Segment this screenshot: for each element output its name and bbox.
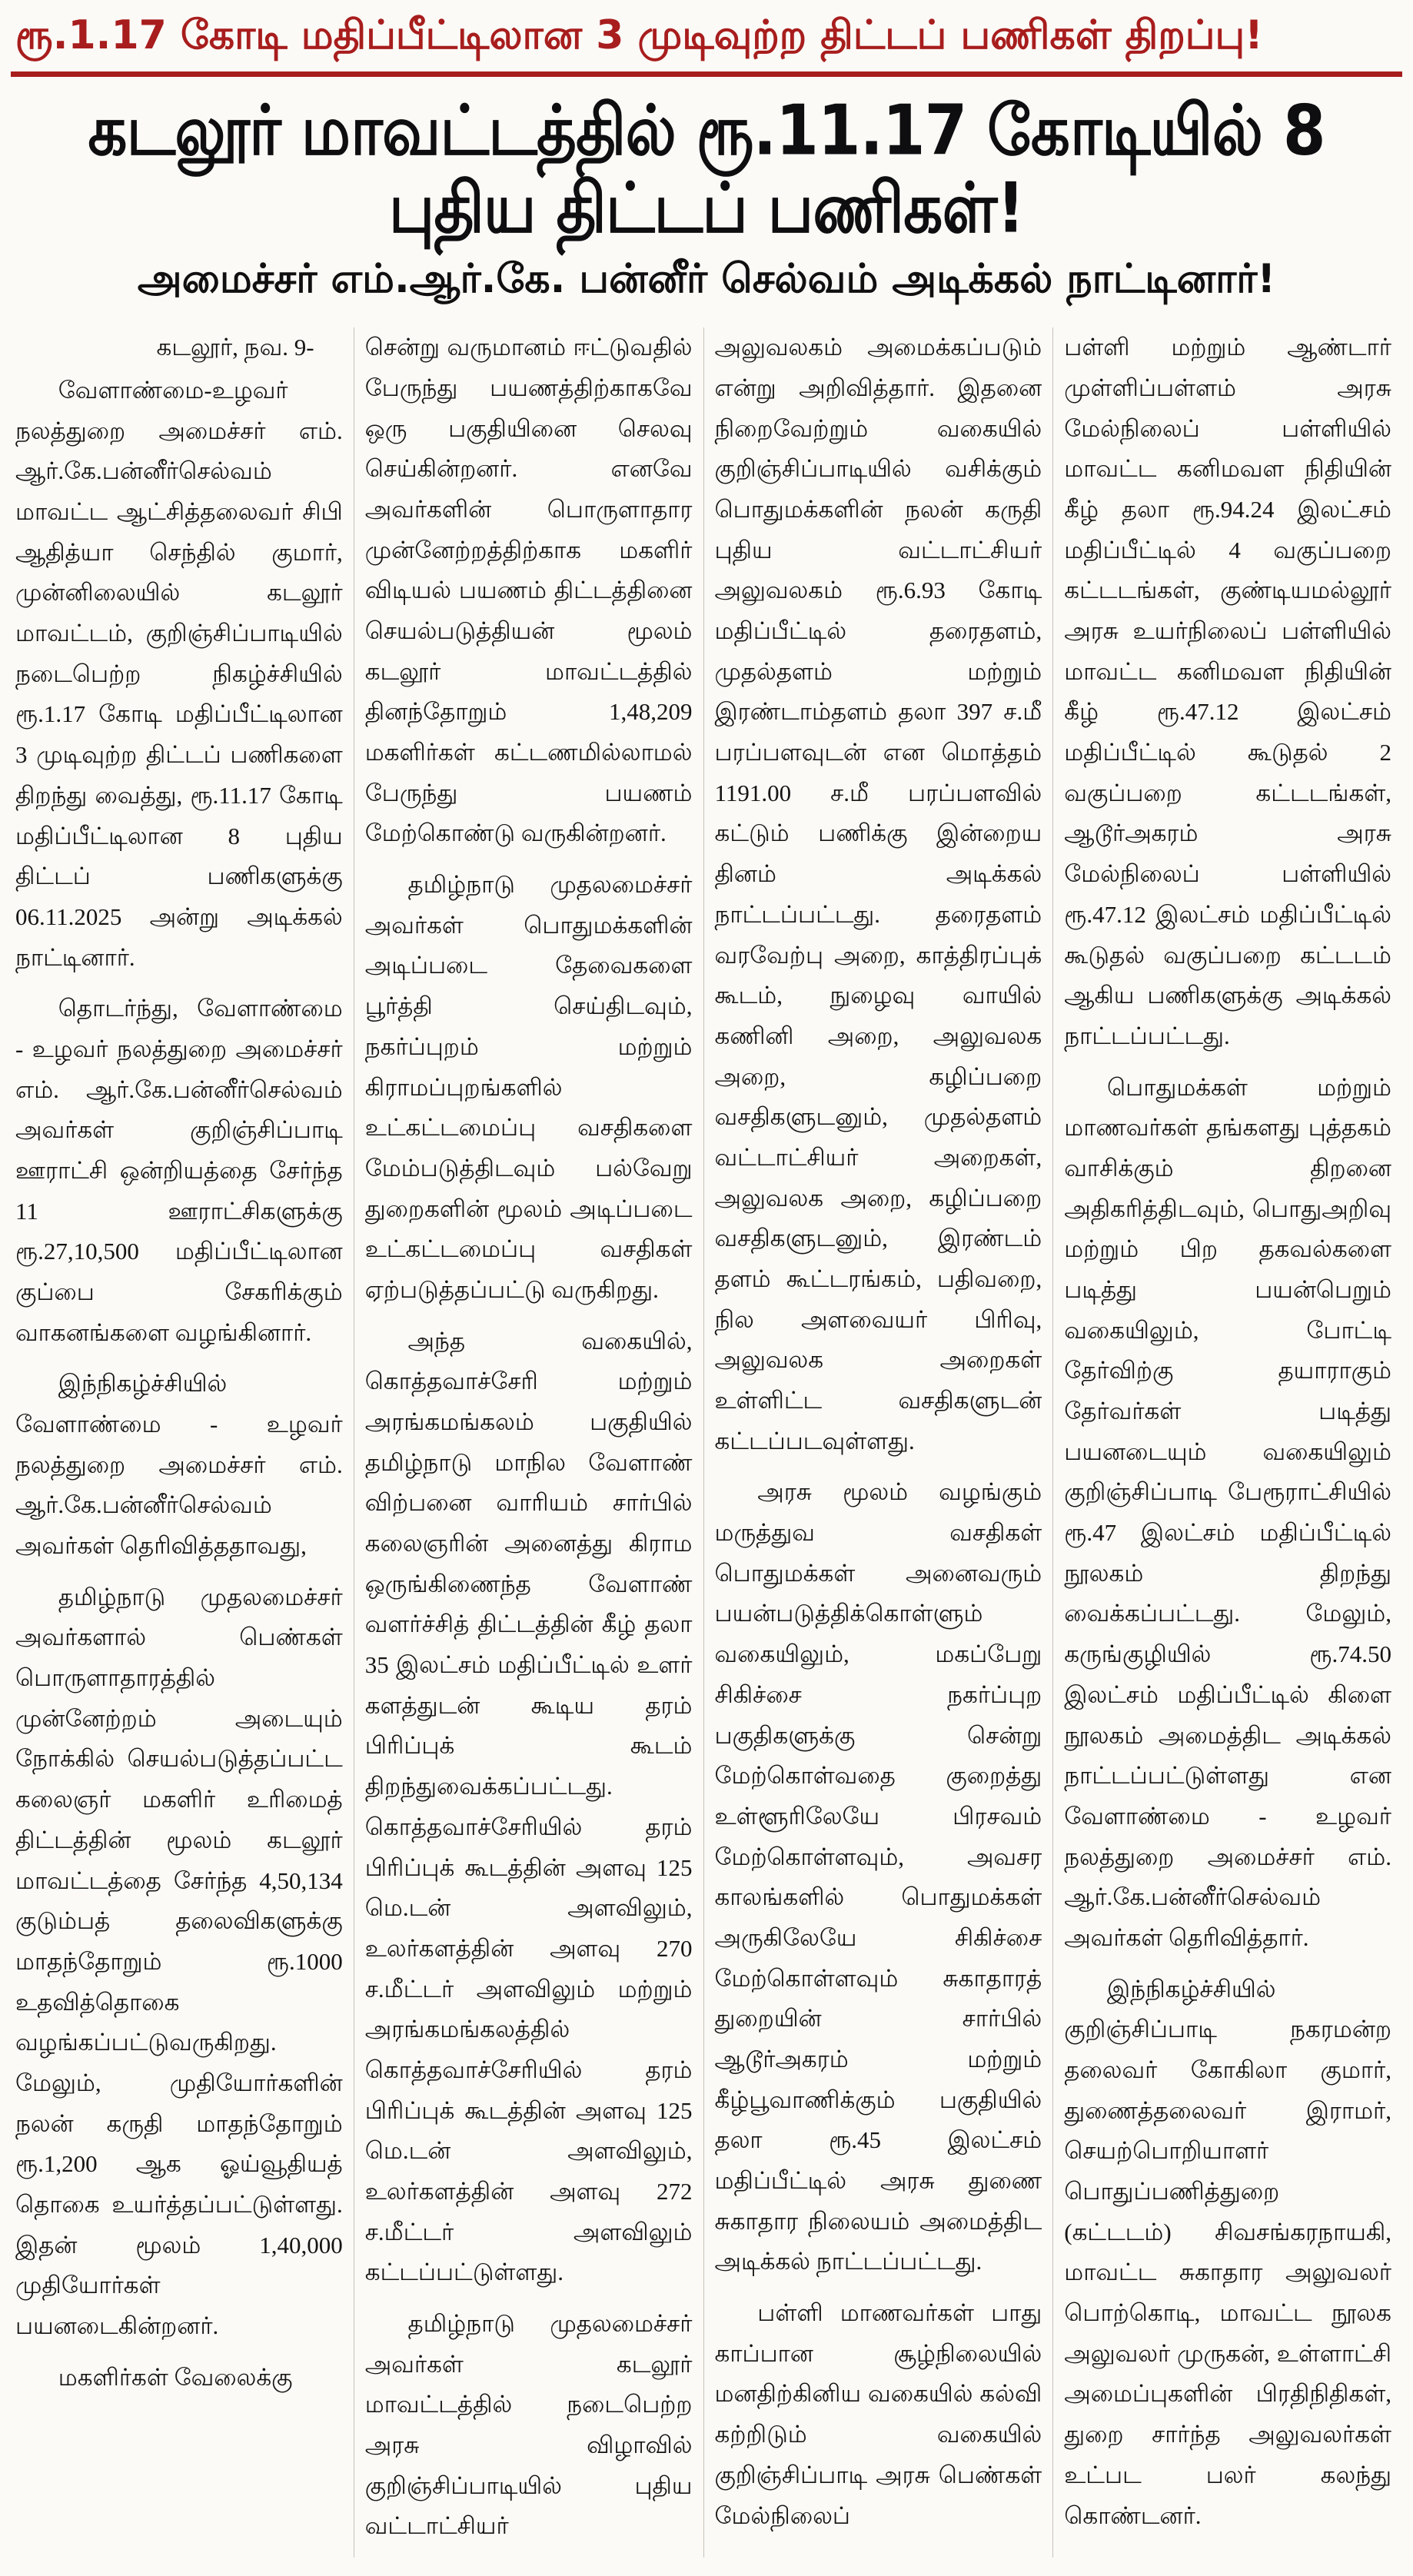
article-paragraph: மகளிர்கள் வேலைக்கு (58, 2363, 293, 2391)
article-paragraph: தமிழ்நாடு முதலமைச்சர் அவர்களால் பெண்கள் பொருளாதாரத்தில் முன்னேற்றம் அடையும் நோக்கில் செயல்படுத்தப்பட்ட கலைஞர் மகளிர் உரிமைத் திட்டத்தின் மூலம் கடலூர் மாவட்டத்தை சேர்ந்த 4,50,134 குடும்பத் தலைவிகளுக்கு மாதந்தோறும் ரூ.1000 உதவித்தொகை வழங்கப்பட்டுவருகிறது. மேலும், முதியோர்களின் நலன் கருதி மாதந்தோறும் ரூ.1,200 ஆக ஓய்வூதியத் தொகை உயர்த்தப்பட்டுள்ளது. இதன் மூலம் 1,40,000 முதியோர்கள் பயனடைகின்றனர். (15, 1583, 343, 2340)
article-paragraph: தமிழ்நாடு முதலமைச்சர் அவர்கள் கடலூர் மாவட்டத்தில் நடைபெற்ற அரசு விழாவில் குறிஞ்சிப்பாடியில் புதிய வட்டாட்சியர் (364, 2310, 693, 2540)
article-paragraph: அந்த வகையில், கொத்தவாச்சேரி மற்றும் அரங்கமங்கலம் பகுதியில் தமிழ்நாடு மாநில வேளாண் விற்பனை வாரியம் சார்பில் கலைஞரின் அனைத்து கிராம ஒருங்கிணைந்த வேளாண் வளர்ச்சித் திட்டத்தின் கீழ் தலா 35 இலட்சம் மதிப்பீட்டில் உளர் களத்துடன் கூடிய தரம் பிரிப்புக் கூடம் திறந்துவைக்கப்பட்டது. கொத்தவாச்சேரியில் தரம் பிரிப்புக் கூடத்தின் அளவு 125 மெ.டன் அளவிலும், உலர்களத்தின் அளவு 270 ச.மீட்டர் அளவிலும் மற்றும் அரங்கமங்கலத்தில் கொத்தவாச்சேரியில் தரம் பிரிப்புக் கூடத்தின் அளவு 125 மெ.டன் அளவிலும், உலர்களத்தின் அளவு 272 ச.மீட்டர் அளவிலும் கட்டப்பட்டுள்ளது. (364, 1327, 693, 2286)
article-column-2 (354, 327, 704, 2558)
article-paragraph: தமிழ்நாடு முதலமைச்சர் அவர்கள் பொதுமக்களின் அடிப்படை தேவைகளை பூர்த்தி செய்திடவும், நகர்ப்புறம் மற்றும் கிராமப்புறங்களில் உட்கட்டமைப்பு வசதிகளை மேம்படுத்திடவும் பல்வேறு துறைகளின் மூலம் அடிப்படை உட்கட்டமைப்பு வசதிகள் ஏற்படுத்தப்பட்டு வருகிறது. (364, 871, 693, 1303)
headline-main: கடலூர் மாவட்டத்தில் ரூ.11.17 கோடியில் 8 புதிய திட்டப் பணிகள்! (88, 90, 1325, 248)
article-paragraph: பள்ளி மற்றும் ஆண்டார் முள்ளிப்பள்ளம் அரசு மேல்நிலைப் பள்ளியில் மாவட்ட கனிமவள நிதியின் கீழ் தலா ரூ.94.24 இலட்சம் மதிப்பீட்டில் 4 வகுப்பறை கட்டடங்கள், குண்டியமல்லூர் அரசு உயர்நிலைப் பள்ளியில் மாவட்ட கனிமவள நிதியின் கீழ் ரூ.47.12 இலட்சம் மதிப்பீட்டில் கூடுதல் 2 வகுப்பறை கட்டடங்கள், ஆடூர்அகரம் அரசு மேல்நிலைப் பள்ளியில் ரூ.47.12 இலட்சம் மதிப்பீட்டில் கூடுதல் வகுப்பறை கட்டடம் ஆகிய பணிகளுக்கு அடிக்கல் நாட்டப்பட்டது. (1064, 334, 1391, 1049)
article-paragraph: பள்ளி மாணவர்கள் பாது காப்பான சூழ்நிலையில் மனதிற்கினிய வகையில் கல்வி கற்றிடும் வகையில் குறிஞ்சிப்பாடி அரசு பெண்கள் மேல்நிலைப் (714, 2299, 1042, 2529)
article-paragraph: இந்நிகழ்ச்சியில் வேளாண்மை - உழவர் நலத்துறை அமைச்சர் எம். ஆர்.கே.பன்னீர்செல்வம் அவர்கள் தெரிவித்ததாவது, (15, 1370, 343, 1560)
article-body (8, 323, 1405, 2558)
dateline: கடலூர், நவ. 9- (156, 334, 314, 361)
article-column-3 (704, 327, 1054, 2558)
headline-block (8, 5, 1405, 307)
article-paragraph: வேளாண்மை-உழவர் நலத்துறை அமைச்சர் எம். ஆர்.கே.பன்னீர்செல்வம் மாவட்ட ஆட்சித்தலைவர் சிபி ஆதித்யா செந்தில் குமார், முன்னிலையில் கடலூர் மாவட்டம், குறிஞ்சிப்பாடியில் நடைபெற்ற நிகழ்ச்சியில் ரூ.1.17 கோடி மதிப்பீட்டிலான 3 முடிவுற்ற திட்டப் பணிகளை திறந்து வைத்து, ரூ.11.17 கோடி மதிப்பீட்டிலான 8 புதிய திட்டப் பணிகளுக்கு 06.11.2025 அன்று அடிக்கல் நாட்டினார். (15, 376, 343, 971)
article-paragraph: இந்நிகழ்ச்சியில் குறிஞ்சிப்பாடி நகரமன்ற தலைவர் கோகிலா குமார், துணைத்தலைவர் இராமர், செயற்பொறியாளர் பொதுப்பணித்துறை (கட்டடம்) சிவசங்கரநாயகி, மாவட்ட சுகாதார அலுவலர் பொற்கொடி, மாவட்ட நூலக அலுவலர் முருகன், உள்ளாட்சி அமைப்புகளின் பிரதிநிதிகள், துறை சார்ந்த அலுவலர்கள் உட்பட பலர் கலந்து கொண்டனர். (1064, 1975, 1391, 2529)
article-paragraph: சென்று வருமானம் ஈட்டுவதில் பேருந்து பயணத்திற்காகவே ஒரு பகுதியினை செலவு செய்கின்றனர். எனவே அவர்களின் பொருளாதார முன்னேற்றத்திற்காக மகளிர் விடியல் பயணம் திட்டத்தினை செயல்படுத்தியன் மூலம் கடலூர் மாவட்டத்தில் தினந்தோறும் 1,48,209 மகளிர்கள் கட்டணமில்லாமல் பேருந்து பயணம் மேற்கொண்டு வருகின்றனர். (364, 334, 693, 847)
headline-kicker: ரூ.1.17 கோடி மதிப்பீட்டிலான 3 முடிவுற்ற திட்டப் பணிகள் திறப்பு! (11, 5, 1402, 77)
article-paragraph: அரசு மூலம் வழங்கும் மருத்துவ வசதிகள் பொதுமக்கள் அனைவரும் பயன்படுத்திக்கொள்ளும் வகையிலும், மகப்பேறு சிகிச்சை நகர்ப்புற பகுதிகளுக்கு சென்று மேற்கொள்வதை குறைத்து உள்ளூரிலேயே பிரசவம் மேற்கொள்ளவும், அவசர காலங்களில் பொதுமக்கள் அருகிலேயே சிகிச்சை மேற்கொள்ளவும் சுகாதாரத் துறையின் சார்பில் ஆடூர்அகரம் மற்றும் கீழ்பூவாணிக்கும் பகுதியில் தலா ரூ.45 இலட்சம் மதிப்பீட்டில் அரசு துணை சுகாதார நிலையம் அமைத்திட அடிக்கல் நாட்டப்பட்டது. (714, 1478, 1042, 2275)
headline-sub: அமைச்சர் எம்.ஆர்.கே. பன்னீர் செல்வம் அடிக்கல் நாட்டினார்! (137, 256, 1276, 303)
article-paragraph: பொதுமக்கள் மற்றும் மாணவர்கள் தங்களது புத்தகம் வாசிக்கும் திறனை அதிகரித்திடவும், பொதுஅறிவு மற்றும் பிற தகவல்களை படித்து பயன்பெறும் வகையிலும், போட்டி தேர்விற்கு தயாராகும் தேர்வர்கள் படித்து பயனடையும் வகையிலும் குறிஞ்சிப்பாடி பேரூராட்சியில் ரூ.47 இலட்சம் மதிப்பீட்டில் நூலகம் திறந்து வைக்கப்பட்டது. மேலும், கருங்குழியில் ரூ.74.50 இலட்சம் மதிப்பீட்டில் கிளை நூலகம் அமைத்திட அடிக்கல் நாட்டப்பட்டுள்ளது என வேளாண்மை - உழவர் நலத்துறை அமைச்சர் எம். ஆர்.கே.பன்னீர்செல்வம் அவர்கள் தெரிவித்தார். (1064, 1073, 1391, 1951)
article-column-4 (1053, 327, 1402, 2558)
article-paragraph: தொடர்ந்து, வேளாண்மை - உழவர் நலத்துறை அமைச்சர் எம். ஆர்.கே.பன்னீர்செல்வம் அவர்கள் குறிஞ்சிப்பாடி ஊராட்சி ஒன்றியத்தை சேர்ந்த 11 ஊராட்சிகளுக்கு ரூ.27,10,500 மதிப்பீட்டிலான குப்பை சேகரிக்கும் வாகனங்களை வழங்கினார். (15, 995, 343, 1346)
article-column-1 (11, 327, 354, 2558)
article-paragraph: அலுவலகம் அமைக்கப்படும் என்று அறிவித்தார். இதனை நிறைவேற்றும் வகையில் குறிஞ்சிப்பாடியில் வசிக்கும் பொதுமக்களின் நலன் கருதி புதிய வட்டாட்சியர் அலுவலகம் ரூ.6.93 கோடி மதிப்பீட்டில் தரைதளம், முதல்தளம் மற்றும் இரண்டாம்தளம் தலா 397 ச.மீ பரப்பளவுடன் என மொத்தம் 1191.00 ச.மீ பரப்பளவில் கட்டும் பணிக்கு இன்றைய தினம் அடிக்கல் நாட்டப்பட்டது. தரைதளம் வரவேற்பு அறை, காத்திரப்புக் கூடம், நுழைவு வாயில் கணினி அறை, அலுவலக அறை, கழிப்பறை வசதிகளுடனும், முதல்தளம் வட்டாட்சியர் அறைகள், அலுவலக அறை, கழிப்பறை வசதிகளுடனும், இரண்டம் தளம் கூட்டரங்கம், பதிவறை, நில அளவையர் பிரிவு, அலுவலக அறைகள் உள்ளிட்ட வசதிகளுடன் கட்டப்படவுள்ளது. (714, 334, 1042, 1454)
